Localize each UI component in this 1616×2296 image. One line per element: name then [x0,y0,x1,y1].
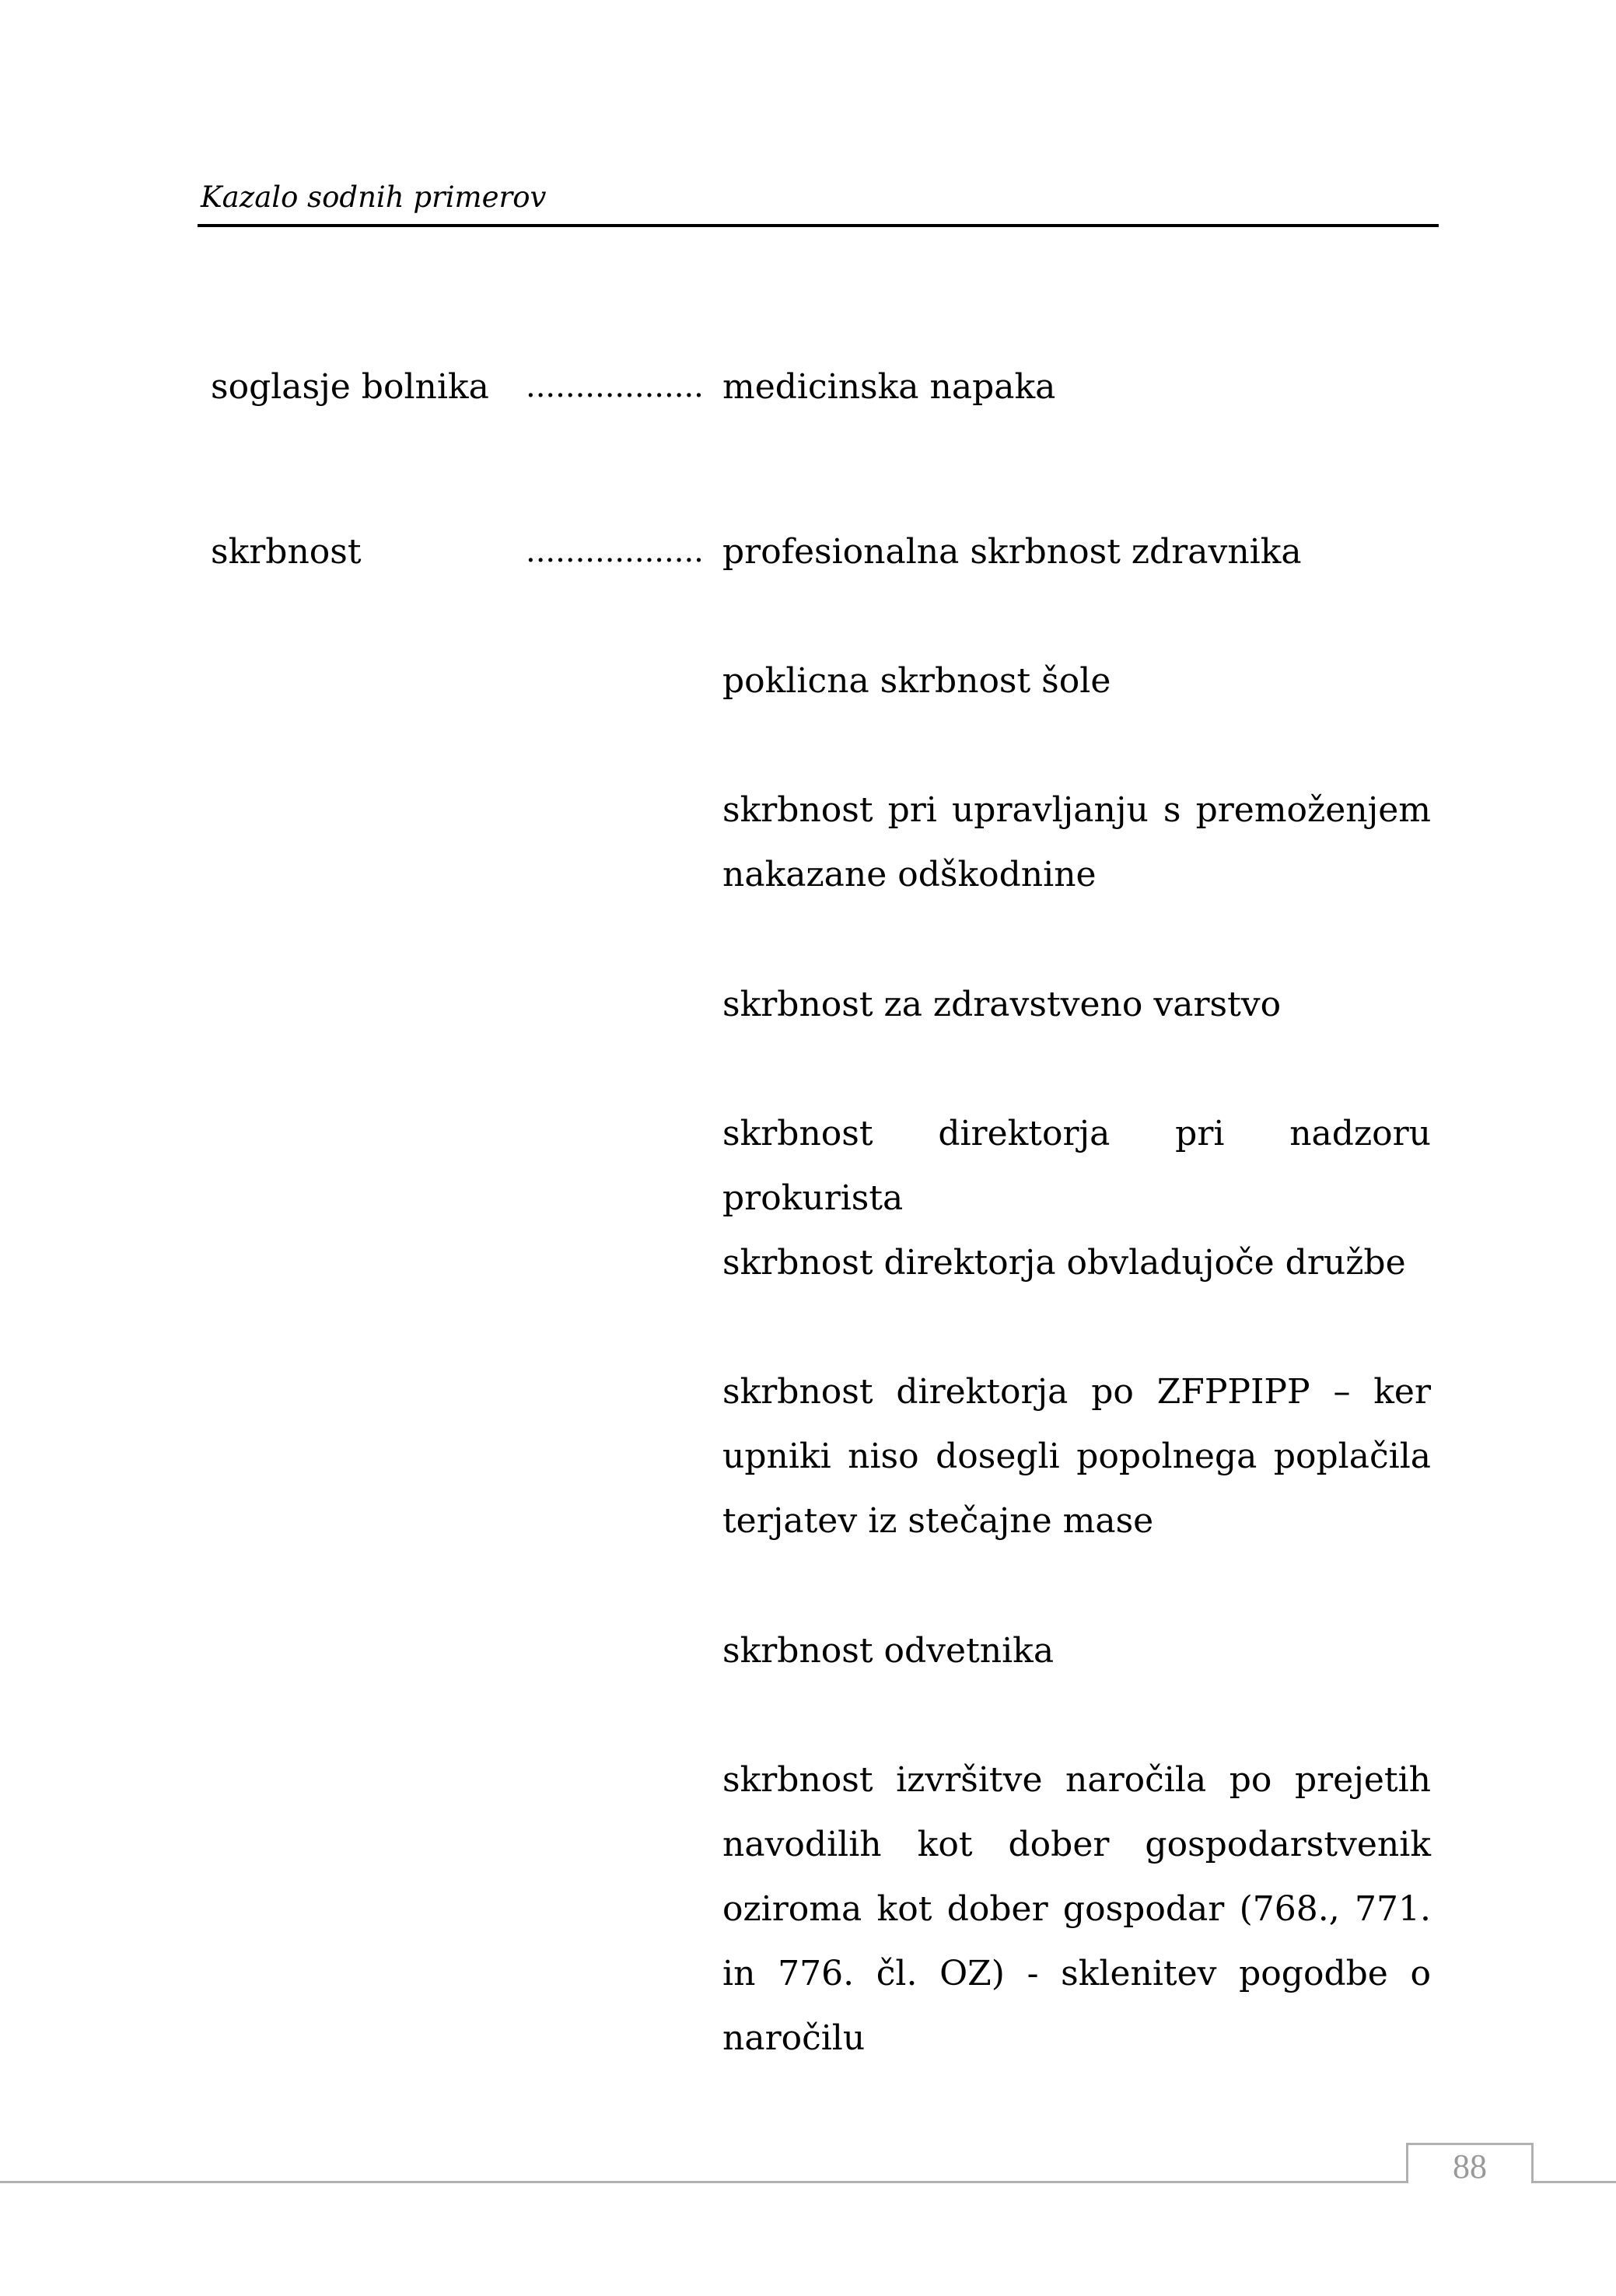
header-rule [198,224,1439,227]
leader-dots: .................. [526,534,704,569]
index-reference: profesionalna skrbnost zdravnika [722,532,1302,572]
leader-dots: .................. [526,369,704,404]
index-reference: skrbnost direktorja po ZFPPIPP – ker upniki niso dosegli popolnega poplačila terjatev iz stečajne mase [722,1372,1431,1541]
footer-rule-right [1534,2181,1616,2183]
index-term: soglasje bolnika [211,367,489,407]
index-reference: skrbnost direktorja pri nadzoru prokurista [722,1114,1431,1218]
index-reference: skrbnost izvršitve naročila po prejetih navodilih kot dober gospodarstvenik oziroma kot dober gospodar (768., 771. in 776. čl. OZ) - sklenitev pogodbe o naročilu [722,1760,1431,2058]
index-reference: skrbnost odvetnika [722,1631,1055,1671]
index-reference: skrbnost pri upravljanju s premoženjem nakazane odškodnine [722,790,1431,894]
index-reference: skrbnost direktorja obvladujoče družbe [722,1243,1406,1283]
index-reference: skrbnost za zdravstveno varstvo [722,985,1282,1024]
running-head: Kazalo sodnih primerov [201,180,547,214]
index-reference: poklicna skrbnost šole [722,661,1111,701]
footer-rule-left [0,2181,1406,2183]
index-reference: medicinska napaka [722,367,1056,407]
index-term: skrbnost [211,532,362,572]
page-number: 88 [1453,2147,1487,2186]
